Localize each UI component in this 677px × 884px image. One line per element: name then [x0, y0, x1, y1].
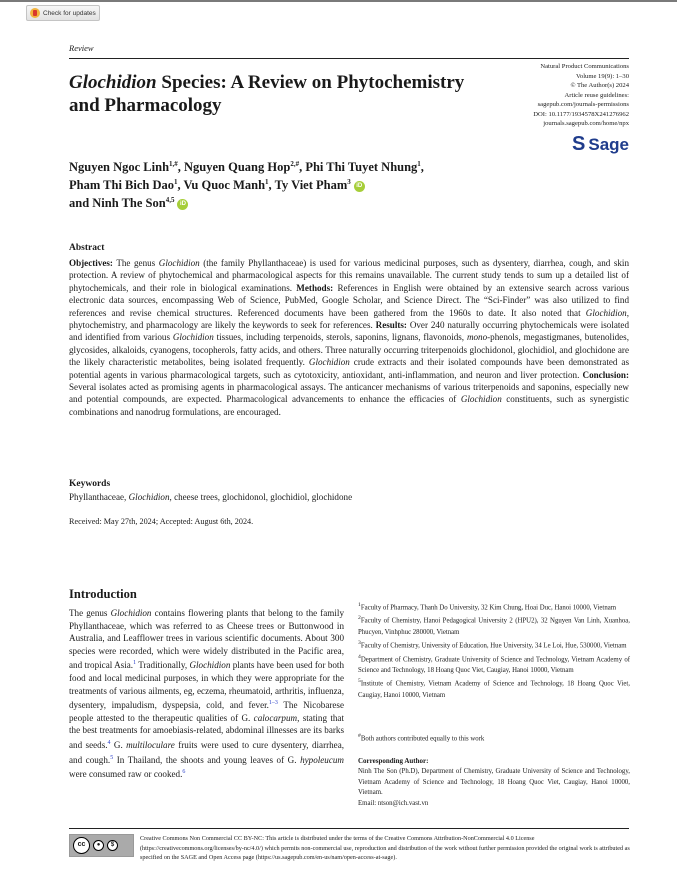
- equal-contribution-note: #Both authors contributed equally to this work: [358, 733, 485, 743]
- author: Pham Thi Bich Dao$^1$,: [69, 178, 184, 193]
- journal-info: [533, 62, 629, 129]
- introduction-heading: Introduction: [69, 587, 137, 601]
- reuse-link[interactable]: sagepub.com/journals-permissions: [537, 101, 629, 108]
- citation-link[interactable]: 1–3: [268, 700, 278, 707]
- abstract-section: [69, 243, 629, 418]
- author: and Ninh The Son$^{4,5}$: [69, 196, 175, 211]
- affiliation: $^3$Faculty of Chemistry, University of Education, Hue University, 34 Le Loi, Hue, 530000, Vietnam: [358, 640, 627, 650]
- journal-link[interactable]: journals.sagepub.com/home/npx: [543, 120, 629, 127]
- citation-link[interactable]: 4: [107, 740, 111, 746]
- header-divider: [69, 58, 629, 59]
- abstract-heading: Abstract: [69, 243, 105, 253]
- sage-s-icon: S: [572, 133, 586, 155]
- author: Phi Thi Tuyet Nhung$^1$,: [305, 160, 424, 175]
- reuse-label: Article reuse guidelines:: [564, 91, 629, 99]
- author-list: [69, 157, 629, 211]
- keywords-heading: Keywords: [69, 479, 111, 489]
- license-text: Creative Commons Non Commercial CC BY-NC: This article is distributed under the terms of the Creative Commons Attribution-NonCommercial 4.0 License (https://creativecommons.org/licenses/by-nc/4.0/) which permits non-commercial use, reproduction and distribution of the work without further permission provided the original work is attributed as specified on the SAGE and Open Access page (https://us.sagepub.com/en-us/nam/open-access-at-sage).: [140, 835, 630, 861]
- title-genus: Glochidion: [69, 72, 157, 93]
- corresponding-text: Ninh The Son (Ph.D), Department of Chemistry, Graduate University of Science and Technology, Vietnam Academy of Science and Technology, 18 Hoang Quoc Viet, Caugiay, Hanoi 10000, Vietnam.: [358, 767, 630, 797]
- abstract-text: Objectives: The genus Glochidion (the family Phyllanthaceae) is used for various medicinal purposes, such as dysentery, diarrhea, cough, and skin protection. A review of phytochemical and pharmacological aspects for this remains unavailable. The current study tends to sum up a detailed list of phytochemicals, and their role in biological examinations. Methods: References in English were obtained by an extensive search across various electronic data sources, encompassing Web of Science, PubMed, Google Scholar, and Science Direct. The “Sci-Finder” was also utilized to find references and revise chemical structures. Referenced documents have been gathered from the 1960s to date. It also noted that Glochidion, phytochemistry, and pharmacology are likely the keywords to seek for references. Results: Over 240 naturally occurring phytochemicals were isolated and identified from various Glochidion tissues, including terpenoids, sterols, saponins, lignans, flavonoids, mono-phenols, megastigmanes, butenolides, glycosides, alkaloids, cyanogens, tocopherols, fatty acids, and others. Three naturally occurring triterpenoids glochidonol, glochidiol, and glochidone are the likely characteristic metabolites, being isolated frequently. Glochidion crude extracts and their isolated compounds have been demonstrated as potential agents in various pharmacological targets, such as cytotoxicity, antioxidant, anti-inflammation, and neuron and liver protection. Conclusion: Several isolates acted as promising agents in pharmacological assays. The anticancer mechanisms of various triterpenoids and saponins, especially new and potential compounds, are expected. Pharmacological advancements to enhance the efficacies of Glochidion constituents, such as synergistic combinations and nanodrug formulations, are encouraged.: [69, 258, 630, 417]
- affiliation: $^1$Faculty of Pharmacy, Thanh Do University, 32 Kim Chung, Hoai Duc, Hanoi 10000, Vietnam: [358, 602, 617, 612]
- introduction-text: The genus Glochidion contains flowering plants that belong to the family Phyllanthaceae, which was referred to as Cheese trees or Buttonwood in Australia, and Leafflower trees in various scientific documents. About 300 species were recorded, which were widely distributed in the Pacific area, and tropical Asia.$^1$ Traditionally, Glochidion plants have been used for both food and local medicinal purposes, in which they were appropriate for the treatments of various ailments, eg, eczema, rheumatoid, arthritis, influenza, dysentery, impaludism, dyspepsia, cold, and fever.$^{1-3}$ The Nicobarese people attested to the therapeutic qualities of G. calocarpum, stating that the best treatments for amoebiasis-related, abdominal illnesses are its barks and seeds.$^4$ G. multiloculare fruits were used to cure dysentery, diarrhea, and cough.$^5$ In Thailand, the shoots and young leaves of G. hypoleucum were consumed raw or cooked.$^6$: [69, 608, 345, 780]
- viewer-top-border: [0, 0, 677, 2]
- cc-icon: cc: [73, 837, 90, 854]
- journal-name: Natural Product Communications: [540, 63, 629, 70]
- citation-link[interactable]: 1: [133, 660, 137, 667]
- affiliation: $^2$Faculty of Chemistry, Hanoi Pedagogical University 2 (HPU2), 32 Nguyen Van Linh, Xuanhoa, Phucyen, Vinhphuc 280000, Vietnam: [358, 615, 630, 636]
- journal-copyright: © The Author(s) 2024: [570, 82, 629, 89]
- publisher-name: Sage: [588, 134, 629, 154]
- email-link[interactable]: ntson@ich.vast.vn: [377, 800, 429, 808]
- affiliations: [358, 600, 630, 701]
- title-part1: Species: A Review on Phytochemistry: [156, 72, 465, 93]
- by-attribution-icon: ●: [93, 840, 104, 851]
- corresponding-email-line: Email: ntson@ich.vast.vn: [358, 800, 429, 808]
- article-title: [69, 71, 509, 117]
- orcid-icon[interactable]: iD: [177, 199, 188, 210]
- author: Nguyen Quang Hop$^{2,\#}$,: [184, 160, 306, 175]
- keywords-section: [69, 479, 629, 503]
- title-part2: and Pharmacology: [69, 95, 222, 116]
- author: Ty Viet Pham$^3$: [274, 178, 351, 193]
- orcid-icon[interactable]: iD: [354, 181, 365, 192]
- author: Nguyen Ngoc Linh$^{1,\#}$,: [69, 160, 185, 175]
- affiliation: $^4$Department of Chemistry, Graduate University of Science and Technology, Vietnam Academy of Science and Technology, 18 Hoang Quoc Viet, Caugiay, Hanoi 10000, Vietnam: [358, 653, 630, 675]
- doi-link[interactable]: DOI: 10.1177/1934578X241276962: [533, 110, 629, 118]
- check-for-updates-label: Check for updates: [43, 9, 96, 17]
- corresponding-heading: Corresponding Author:: [358, 757, 429, 765]
- check-for-updates-button[interactable]: [26, 5, 100, 21]
- citation-link[interactable]: 6: [182, 769, 186, 776]
- author: Vu Quoc Manh$^1$,: [183, 178, 275, 193]
- sage-logo: [572, 133, 629, 156]
- received-dates: Received: May 27th, 2024; Accepted: August 6th, 2024.: [69, 517, 254, 526]
- cc-by-nc-badge[interactable]: [69, 834, 134, 857]
- crossmark-icon: [30, 8, 40, 18]
- keywords-text: Phyllanthaceae, Glochidion, cheese trees, glochidonol, glochidiol, glochidone: [69, 492, 353, 502]
- footer-divider: [69, 828, 629, 829]
- noncommercial-icon: $: [107, 840, 118, 851]
- article-type: Review: [69, 43, 94, 53]
- citation-link[interactable]: 5: [110, 754, 114, 761]
- affiliation: $^5$Institute of Chemistry, Vietnam Academy of Science and Technology, 18 Hoang Quoc Viet, Caugiay, Hanoi 10000, Vietnam: [358, 678, 630, 699]
- journal-volume: Volume 19(9): 1–30: [576, 72, 629, 80]
- corresponding-author: [358, 756, 630, 810]
